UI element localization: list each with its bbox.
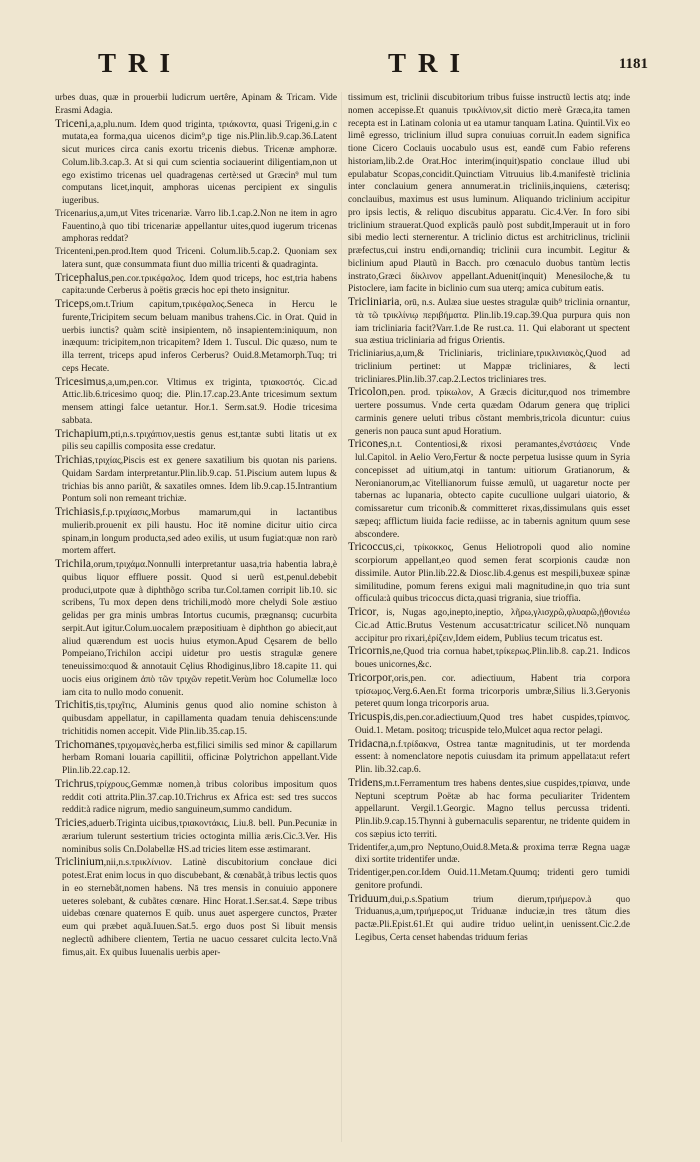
entry-headword: Triclinium	[55, 856, 104, 869]
dictionary-entry	[55, 298, 337, 376]
dictionary-entry	[348, 541, 630, 606]
entry-text: ,a,a,plu.num. Idem quod triginta, τριάκοντα, quasi Trigeni,g.in c mutata,ea forma,qua uicenos dicim⁹,p tige nis.Plin.lib.9.cap.36.Latent sicut murices circa canis exortu tricenis diebus. Tricenæ amphoræ. Colum.lib.3.cap.3. At si qui cum scientia sociauerint diligentiam,non ut ego existimo tricenas uel quadragenas certè:sed ut Græcin⁹ mul tum computans licet,inquit, amphoras uicenas percipient ex singulis iugeribus.	[62, 119, 337, 206]
entry-text: ,ne,Quod tria cornua habet,τρίκερως.Plin.lib.8. cap.21. Indicos boues unicornes,&c.	[355, 647, 630, 670]
dictionary-entry	[348, 92, 630, 296]
entry-text: ,nii,n.s.τρικλίνιον. Latinè discubitorium concłaue dici potest.Erat enim locus in quo discubebant, & cœnabãt,à tribus lectis quos in eo sternebãt,nomen habens. Nā tres mensis in conuiuio apponere ueteres solebant, & cubãtes cœnare. Hinc Horat.1.Ser.sat.4. Sæpe tribus uidebas cœnare quaternos E quib. unus auet aspergere cunctos, Præter eum qui præbet aquã.Iuuen.Sat.5. ergo duos post Si libuit mensis neglectũ adhibere clientem, Tertia ne uacuo cessaret culcita lecto.Vnã fimus,ait. Ex quibus Iuuenalis uerbis aper-	[62, 858, 337, 958]
dictionary-entry	[348, 777, 630, 842]
entry-headword: Tricoccus	[348, 541, 393, 554]
entry-text: ,f.p.τριχίασις,Morbus mamarum,qui in lactantibus mulierib.prouenit ex pili haustu. Hoc itē nomine dicitur uitio circa spinam,in longum producta,sed adeo exilis, ut usum fugiat:quæ non rarò mortem affert.	[62, 508, 337, 557]
dictionary-entry	[55, 558, 337, 699]
dictionary-entry	[55, 506, 337, 558]
dictionary-entry	[55, 118, 337, 208]
entry-text: ,om.t.Trium capitum,τρικέφαλος.Seneca in Hercu le furente,Tricipitem secum beluam manibus trahens.Cic. in Orat. Quid in uerbis iunctis? quàm scitè insipientem, nõ insapientem:iniquum, non inæquum: tricipitem,non tricapitem? Idem 1. Tuscul. Dic quæso, num te illa terrent, triceps apud inferos Cerberus? Ouid.8.Metamorph.Tuq; tri ceps Hecate.	[62, 300, 337, 374]
dictionary-entry	[348, 606, 630, 645]
entry-text: tissimum est, triclinii discubitorium tribus fuisse instructũ lectis atq; inde nomen accepisse.Et quanuis τρικλίνιον,sit dictio merè Græca,ita tamen recepta est in Latinam colonia ut ea utamur tanquam Latina. Quintil.Vix eo limê egresso, triclinium illud supra conuiuas corruit.In eadem significa tione Cicero Coclauis uocabulo usus est, eandē cum Fabio referens historiam,lib.2.de Orat.Hoc interim(inquit)spatio conclaue illud ubi epulabatur Scopas,concidit.Quinctiam Vitruuius lib.4.manifestè triclinia inter conclauium genera annumerat.in tricliniis,inquiens, cæterisq; conclauibus, maximus est usus luminum. Aliquando triclinium accipitur pro ipsis lectis, & reliquo discubitus apparatu. Cic.4.Ver. In foro sibi triclinium strauerat.Quod explicãs paulò post subdit,Imperauit ut in foro sibi medio lecti sternerentur. A triclinio dictus est architriclinus, triclinii præfectus,cui instru endi,ornandiq; triclinii cura incumbit. Legitur & biclinium apud Plautũ in Bacch. pro cœnaculo duobus tantùm lectis instrato,Græci δίκλινον appellant.Aduenit(inquit) Menesiloche,& tu Pistoclere, iam facite in biclinio cum sua uterq; amica cubitum eatis.	[348, 93, 630, 295]
entry-text: ,τρίχρους,Gemmæ nomen,à tribus coloribus impositum quos reddit coti attrita.Plin.37.cap.10.Trichrus ex Africa est: sed tres succos reddit:à radice nigrum, medio sanguineum,summo candidum.	[62, 779, 337, 816]
right-column	[348, 92, 630, 1150]
entry-text: ,n.f.τρίδακνα, Ostrea tantæ magnitudinis, ut ter mordenda essent: à nomenclatore nepotis cuiusdam ita primum appellata:ut refert Plin. lib.32.cap.6.	[355, 739, 630, 775]
dictionary-entry	[348, 386, 630, 438]
dictionary-entry	[55, 778, 337, 817]
entry-text: ,aduerb.Triginta uicibus,τριακοντάκις, Liu.8. bell. Pun.Pecuniæ in ærarium tulerunt sestertium tricies octoginta millia æris.Cic.3.Ver. His nominibus solis Cn.Dolabellæ HS.ad tricies litem esse æstimarant.	[62, 819, 337, 855]
entry-text: , is, Nugas ago,inepto,ineptio, λῆρω,γλισχρῶ,φλυαρῶ,ᾐθονιέω Cic.ad Attic.Brutus Vestenum accusat:tricatur scilicet.Nõ nunquam accipitur pro rixari,ἐρίζειν,Idem eidem, Publius tecum tricatus est.	[355, 608, 630, 644]
entry-text: ,oris,pen. cor. adiectiuum, Habent tria corpora τρίσωμος.Verg.6.Aen.Et forma tricorporis umbræ,Silius li.3.Geryonis peteret quum longa tricorporis arua.	[355, 673, 630, 710]
dictionary-entry	[55, 246, 337, 272]
entry-headword: Trichapium	[55, 427, 109, 440]
dictionary-entry	[348, 438, 630, 541]
entry-headword: Tricephalus	[55, 271, 109, 284]
entry-headword: Triduum	[348, 892, 388, 905]
entry-headword: Trichitis	[55, 699, 94, 712]
entry-text: , orū, n.s. Aulæa siue uestes stragulæ quib⁹ triclinia ornantur, τὰ τῶ τρικλίνιῳ περιβήματα. Plin.lib.19.cap.39.Qua purpura quis non iam tricliniaria facit?Varr.1.de Re rust.ca. 11. Qui elaborant ut spectent sua æstiua tricliniaria ad frigus Orientis.	[355, 298, 630, 347]
left-column	[55, 92, 337, 1150]
dictionary-entry	[348, 867, 630, 893]
entry-headword: Tricor	[348, 606, 377, 618]
entry-text: Tricenteni,pen.prod.Item quod Triceni. Colum.lib.5.cap.2. Quoniam sex latera sunt, quæ consummata fiunt duo millia tricenti & quadraginta.	[55, 247, 337, 270]
entry-text: urbes duas, quæ in prouerbii ludicrum uertêre, Apinam & Tricam. Vide Erasmi Adagia.	[55, 93, 337, 116]
dictionary-entry	[55, 428, 337, 455]
right-page-heading: TRI	[388, 48, 473, 78]
entry-text: Tridentifer,a,um,pro Neptuno,Ouid.8.Meta.& proxima terræ Regna uagæ dixi sortite tridentifer undæ.	[348, 842, 630, 866]
dictionary-entry	[348, 672, 630, 711]
dictionary-entry	[55, 376, 337, 428]
entry-text: ,ci, τρίκοκκος, Genus Heliotropoli quod alio nomine scorpiorum appellant,eo quod semen ferat scorpionis caudæ non dissimile. Autor Plin.lib.22.& Diosc.lib.4.genus est mespili,buxeæ spinæ similitudine, pomum ferens exigui mali magnitudine,in quo tria sunt officula:à quibus tricoccus dicta,quasi trigrania, siue trioffia.	[355, 543, 630, 605]
running-header	[0, 46, 700, 86]
entry-headword: Trichrus	[55, 777, 94, 790]
entry-headword: Tricolon	[348, 386, 388, 399]
entry-headword: Tricorpor	[348, 671, 392, 684]
dictionary-entry	[55, 699, 337, 738]
entry-text: ,dui,p.s.Spatium trium dierum,τριήμερον.à quo Triduanus,a,um,τριήμερος,ut Triduanæ induciæ,in tres tãtum dies pactæ.Pli.Epist.61.Et qui audire triduo uelint,in uenissent.Cic.2.de Legibus, Certa censet habendas triduum ferias	[355, 894, 630, 943]
entry-headword: Trichila	[55, 558, 91, 570]
entry-headword: Triceps	[55, 298, 90, 310]
dictionary-entry	[348, 711, 630, 738]
entry-text: ,a,um,pen.cor. Vltimus ex triginta, τριακοστός. Cic.ad Attic.lib.6.tricesimo quoq; die. Plin.17.cap.23.Ante tricesimum sextum mensem attingi falce uetantur. Hor.1. Serm.sat.9. Hodie tricesima sabbata.	[62, 377, 337, 426]
dictionary-entry	[348, 348, 630, 386]
entry-headword: Tridens	[348, 776, 383, 789]
entry-text: ,m.t.Ferramentum tres habens dentes,siue cuspides,τρίαινα, unde Neptuni sceptrum Poëtæ ab hac forma peculiariter Tridentem appellarunt. Vergil.1.Georgic. Magno tellus percussa tridenti. Plin.lib.9.cap.15.Thynni à gubernaculis separentur, ne tridente quidem in cos sæpius icto territi.	[355, 778, 630, 840]
dictionary-entry	[55, 817, 337, 856]
entry-text: Tricliniarius,a,um,& Tricliniaris, tricliniare,τρικλινιακὸς,Quod ad triclinium pertinet: ut Mappæ tricliniares, & lecti tricliniares.Plin.lib.37.cap.2.Lectos tricliniares tres.	[348, 349, 630, 385]
entry-headword: Trichias	[55, 454, 93, 466]
entry-headword: Tricones	[348, 438, 388, 451]
dictionary-entry	[348, 296, 630, 348]
entry-headword: Tricuspis	[348, 711, 391, 723]
entry-text: ,τριχομανὲς,herba est,filici similis sed minor & capillarum herbam Romani louaria capillitii, officinæ Polytrichon appellant.Vide Plin.lib.22.cap.12.	[62, 740, 337, 776]
dictionary-entry	[55, 208, 337, 246]
entry-text: ,pen. prod. τρίκωλον, A Græcis dicitur,quod nos trimembre uertere possumus. Vnde certa quædam Odarum genera quę triplici carminis genere ueluti tribus cõstant membris,tricola dicuntur: cuius generis non pauca sunt apud Horatium.	[355, 388, 630, 437]
entry-headword: Tricliniaria	[348, 296, 400, 308]
entry-text: Tricenarius,a,um,ut Vites tricenariæ. Varro lib.1.cap.2.Non ne item in agro Fauentino,à quo tibi tricenariæ appellantur uites,quod iugerum tricenas amphoras reddat?	[55, 208, 337, 245]
dictionary-entry	[55, 739, 337, 778]
entry-text: ,pti,n.s.τριχάπιον,uestis genus est,tantæ subti litatis ut ex pilis seu capillis composita esse credatur.	[62, 429, 337, 453]
dictionary-entry	[55, 856, 337, 959]
dictionary-entry	[55, 454, 337, 506]
left-page-heading: TRI	[98, 48, 183, 78]
entry-headword: Trichomanes	[55, 738, 115, 751]
dictionary-entry	[55, 272, 337, 299]
entry-text: ,tis,τριχῖτις, Aluminis genus quod alio nomine schiston à quibusdam appellatur, in capillamenta quadam tenuia dehiscens:unde trichitidis nomen accepit. Vide Plin.lib.35.cap.15.	[62, 701, 337, 737]
entry-text: ,dis,pen.cor.adiectiuum,Quod tres habet cuspides,τρίαινος. Ouid.1. Metam. positoq; tricuspide telo,Mulcet aqua rector pelagi.	[355, 713, 630, 736]
entry-text: ,orum,τριχάμα.Nonnulli interpretantur uasa,tria habentia labra,è quibus liquor effluere possit. Quod si uerũ est,penul.debebit produci,utpote quæ à diphthõgo scriba tur.Col.tamen corripit lib.10. sic scribens, Tu mox depen dens trichili,modò more chelydi Sole æstiuo gelidas per gra minis umbras Intortus cucumis, prægnansq; cucurbita serpit.Aut igitur.Colum.uocalem præpositiuam è diphthon go abiecit,aut aliud quærendum est uocis huius etymon.Apud Cęsarem de bello Pompeiano,Trichilon accipi uidetur pro uestis stragulæ genere teneuissimo:quod & annotauit Cęlius Rhodiginus,libro 18.capite 11. qui uocis eius originem ἀπὸ τῶν τριχῶν repetit.Verùm hoc Columellæ loco iam cita to nullo modo conuenit.	[62, 560, 337, 698]
entry-headword: Trichiasis	[55, 506, 100, 518]
column-divider	[341, 92, 342, 1142]
dictionary-entry	[348, 645, 630, 672]
entry-text: ,n.t. Contentiosi,& rixosi peramantes,ἐνστάσεις Vnde lul.Capitol. in Aelio Vero,Fertur & nocte perpetua lusisse quum in Syria concepisset ad uitium,atqi in tantum: uitiorum Gratianorum, & Neronianorum,ac Vitellianorum fuisse æmulũ, ut uagaretur nocte per tabernas ac lupanaria, obtecto capite cucullione uulgari uiatorio, & comissaretur cum triconib.& committeret rixas,dissimulans quis esset sæpeq; afflictum liuida facie rediisse, ac in tabernis agnitum quum sese abscondere.	[355, 440, 630, 540]
entry-text: ,pen.cor.τρικέφαλος. Idem quod triceps, hoc est,tria habens capita:unde Cerberus à poëtis græcis hoc epi theto insignitur.	[62, 273, 337, 297]
dictionary-entry	[348, 738, 630, 777]
entry-text: Tridentiger,pen.cor.Idem Ouid.11.Metam.Quumq; tridenti gero tumidi genitore profundi.	[348, 868, 630, 891]
page-number: 1181	[618, 56, 648, 72]
entry-headword: Tridacna	[348, 737, 389, 750]
dictionary-entry	[348, 893, 630, 945]
entry-headword: Tricornis	[348, 645, 390, 658]
dictionary-entry	[348, 842, 630, 868]
entry-text: ,τριχίας,Piscis est ex genere saxatilium bis quotan nis pariens. Quidam Sardam interpretantur.Plin.lib.9.cap. 51.Piscium autem lupus & trichias bis anno pariũt, & saxatiles omnes. Idem lib.9.cap.15.Intrantium Pontum soli non remeant trichiæ.	[62, 456, 337, 505]
entry-headword: Tricesimus	[55, 375, 106, 388]
dictionary-entry	[55, 92, 337, 118]
entry-headword: Tricies	[55, 817, 87, 829]
entry-headword: Triceni	[55, 117, 88, 130]
